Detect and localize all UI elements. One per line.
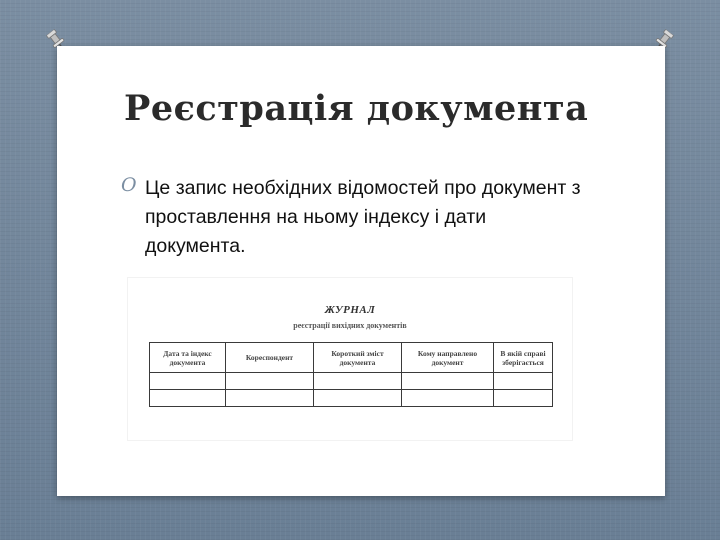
journal-form-image — [128, 278, 572, 440]
table-cell — [150, 373, 226, 390]
table-cell — [402, 390, 494, 407]
table-cell — [226, 390, 314, 407]
bullet-marker: O — [121, 174, 137, 196]
column-header: Кому направлено документ — [402, 343, 494, 373]
column-header: Кореспондент — [226, 343, 314, 373]
journal-subtitle: реєстрації вихідних документів — [293, 321, 407, 330]
table-header-row — [150, 343, 553, 373]
table-cell — [226, 373, 314, 390]
journal-title: ЖУРНАЛ — [324, 304, 376, 316]
column-header: В якій справі зберігається — [494, 343, 553, 373]
column-header: Дата та індекс документа — [150, 343, 226, 373]
table-cell — [314, 390, 402, 407]
table-cell — [150, 390, 226, 407]
table-cell — [494, 390, 553, 407]
table-row — [150, 390, 553, 407]
table-row — [150, 373, 553, 390]
table-cell — [494, 373, 553, 390]
slide-title: Реєстрація документа — [124, 88, 589, 129]
journal-table — [149, 342, 553, 407]
table-cell — [314, 373, 402, 390]
column-header: Короткий зміст документа — [314, 343, 402, 373]
bullet-text: Це запис необхідних відомостей про документ з проставлення на ньому індексу і дати документа. — [145, 177, 581, 257]
table-cell — [402, 373, 494, 390]
